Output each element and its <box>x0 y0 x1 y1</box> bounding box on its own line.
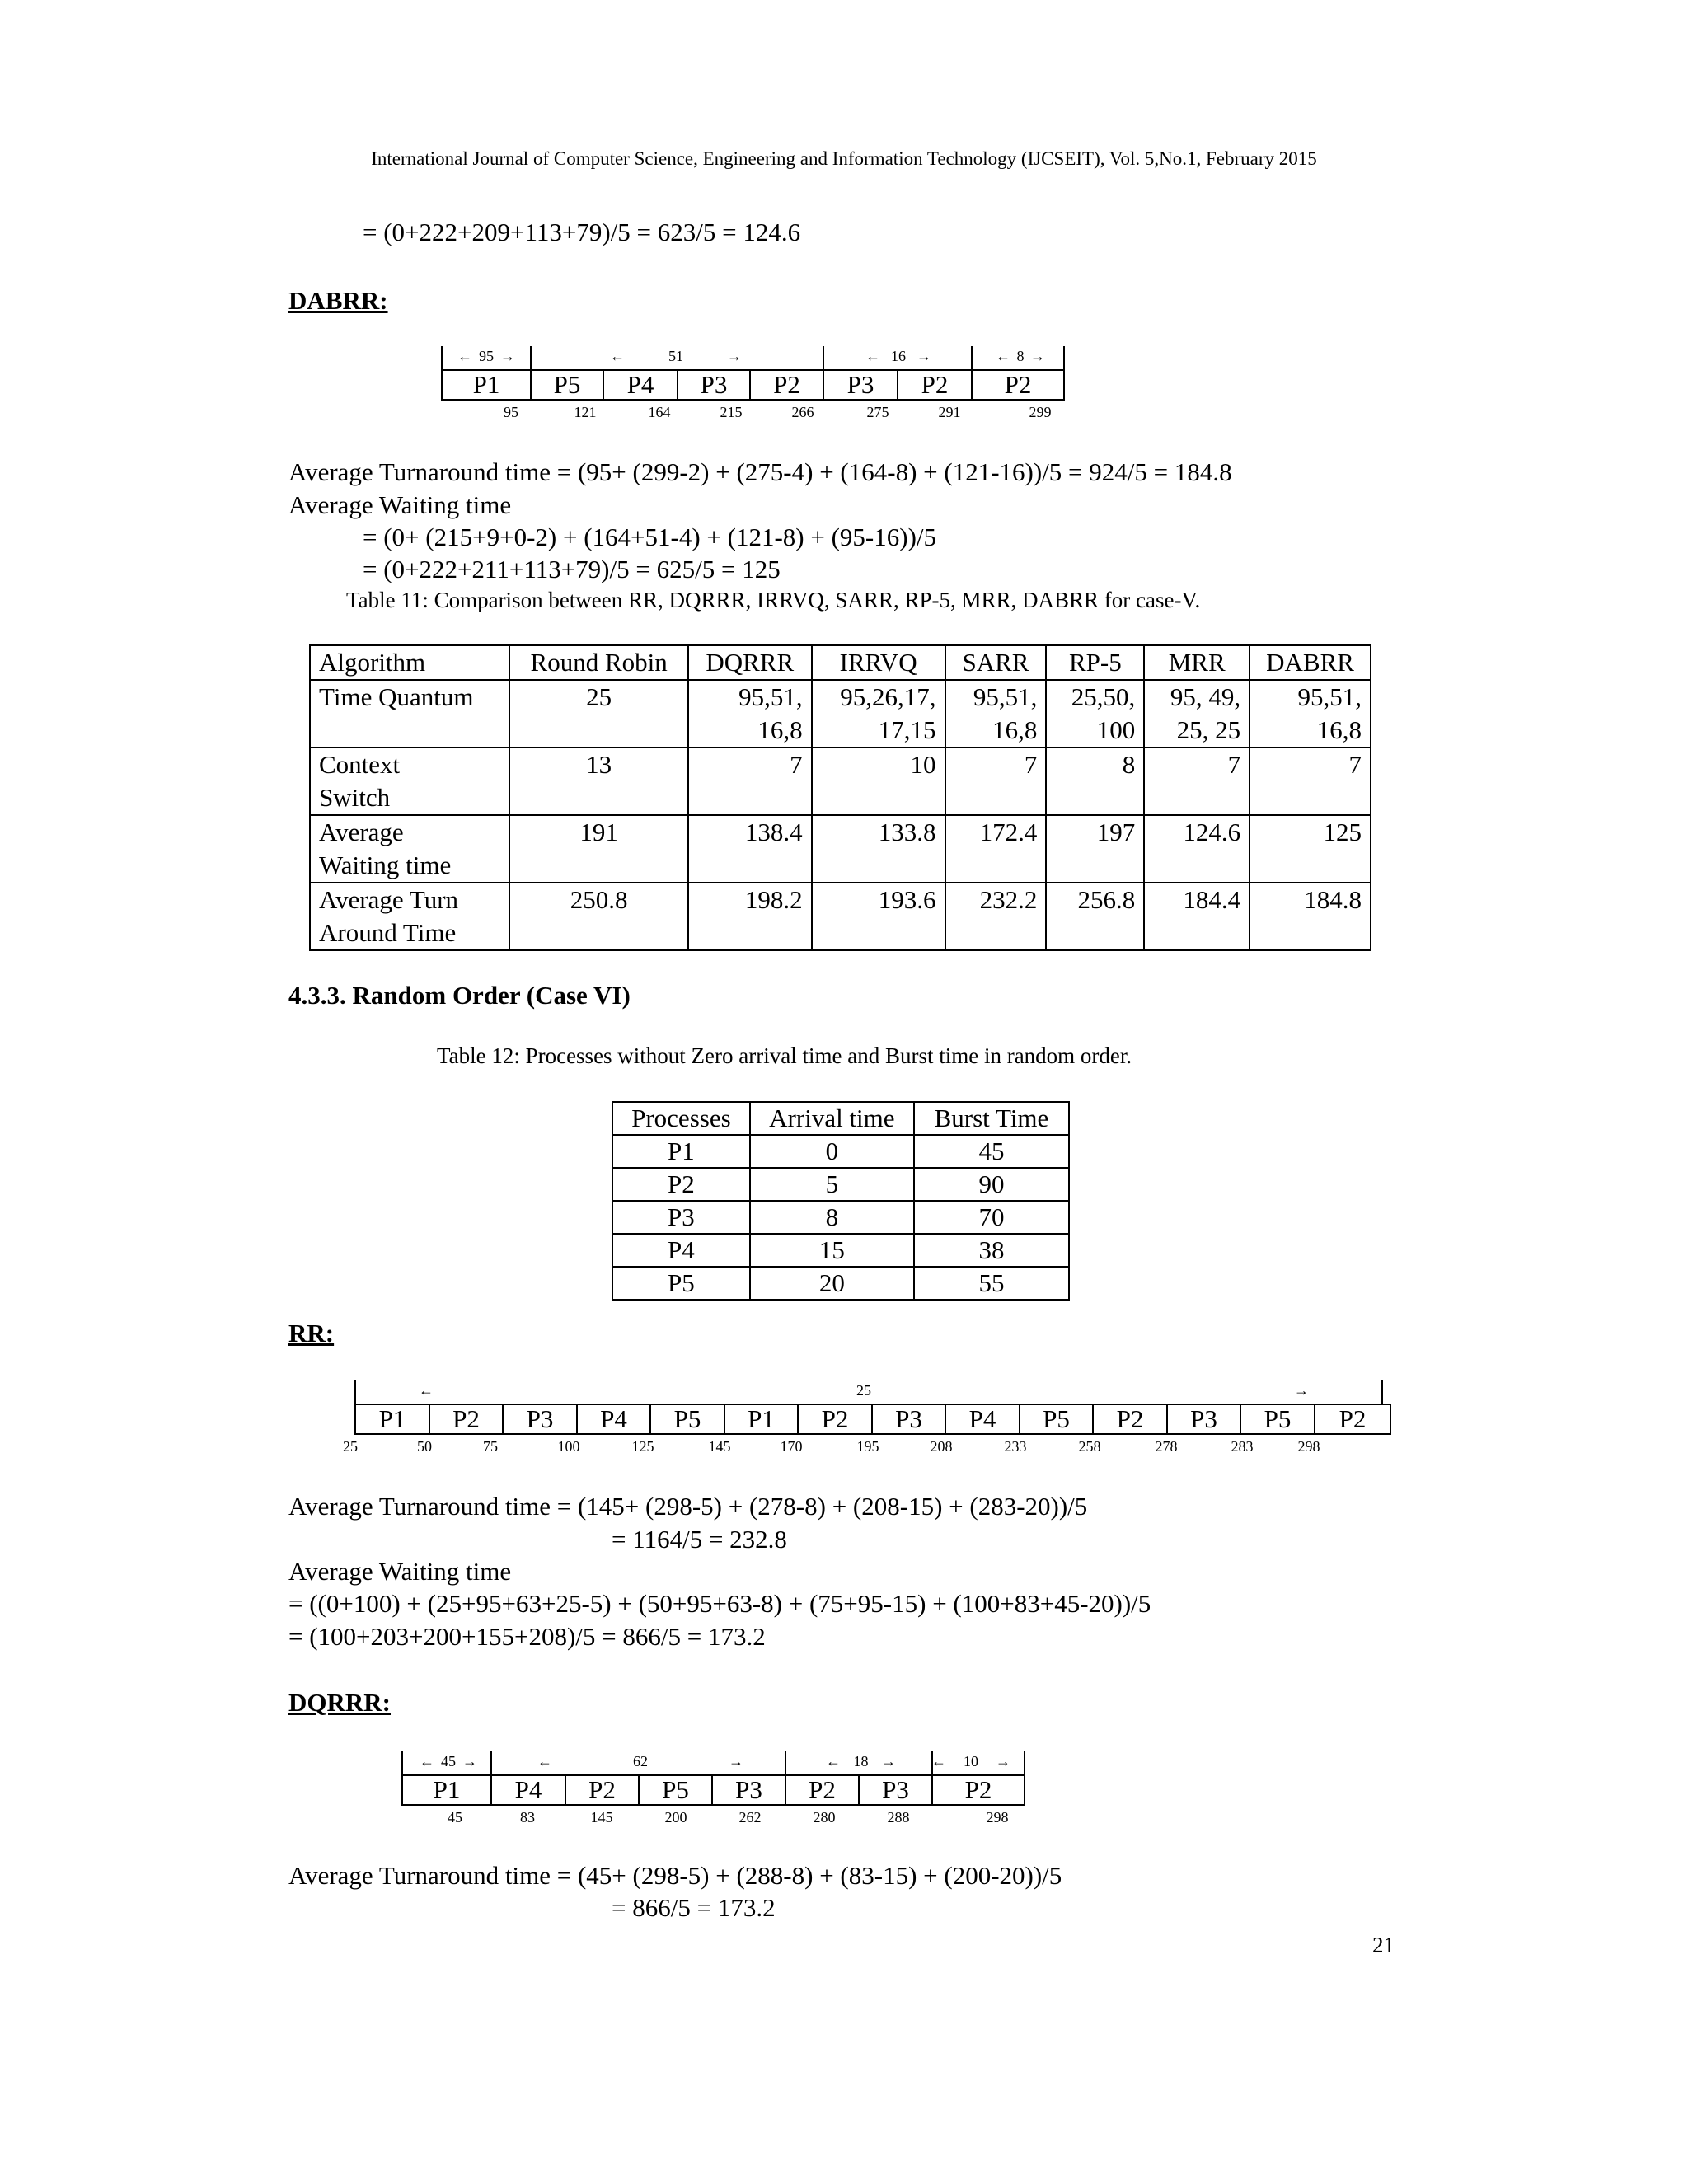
quantum-span <box>420 1753 477 1770</box>
value-cell: 7 <box>1144 748 1250 815</box>
quantum-label: 45 <box>441 1753 456 1769</box>
quantum-span <box>826 1753 896 1770</box>
quantum-label: 95 <box>479 348 494 364</box>
quantum-span <box>537 1753 743 1770</box>
dabrr-gantt-chart <box>441 346 1067 429</box>
quantum-span <box>931 1753 1010 1770</box>
quantum-label: 18 <box>853 1753 869 1769</box>
header-cell: Burst Time <box>914 1102 1069 1135</box>
time-tick: 298 <box>1297 1438 1320 1455</box>
right-arrow-icon: → <box>881 1753 896 1769</box>
left-arrow-icon: ← <box>865 348 880 364</box>
quantum-span <box>996 348 1045 365</box>
section-heading: 4.3.3. Random Order (Case VI) <box>288 981 631 1010</box>
right-arrow-icon: → <box>727 348 742 364</box>
time-tick: 275 <box>866 404 889 420</box>
time-tick: 200 <box>664 1809 687 1825</box>
left-arrow-icon: ← <box>420 1753 434 1769</box>
turnaround-equation: Average Turnaround time = (145+ (298-5) + (278-8) + (208-15) + (283-20))/5 <box>288 1492 1088 1521</box>
quantum-span <box>865 348 931 365</box>
value-cell: 25 <box>509 680 687 748</box>
dabrr-heading: DABRR: <box>288 286 388 315</box>
table-row <box>612 1168 1069 1201</box>
time-tick: 278 <box>1155 1438 1178 1455</box>
gantt-cell: P2 <box>799 1405 873 1433</box>
value-cell: 95,51, 16,8 <box>688 680 812 748</box>
value-cell: 232.2 <box>945 883 1047 950</box>
gantt-divider <box>785 1751 786 1776</box>
gantt-divider <box>1063 346 1065 371</box>
quantum-span <box>610 348 742 365</box>
time-tick: 145 <box>708 1438 731 1455</box>
gantt-cell: P2 <box>933 1776 1025 1804</box>
value-cell: 13 <box>509 748 687 815</box>
dqrrr-heading: DQRRR: <box>288 1688 391 1717</box>
value-cell: 8 <box>1046 748 1144 815</box>
gantt-divider <box>490 1751 492 1776</box>
time-tick: 45 <box>448 1809 462 1825</box>
value-cell: 5 <box>750 1168 914 1201</box>
gantt-cell: P2 <box>786 1776 860 1804</box>
value-cell: 7 <box>688 748 812 815</box>
value-cell: 70 <box>914 1201 1069 1234</box>
value-cell: 193.6 <box>812 883 945 950</box>
value-cell: 95,26,17, 17,15 <box>812 680 945 748</box>
value-cell: 10 <box>812 748 945 815</box>
header-cell: DQRRR <box>688 645 812 680</box>
time-tick: 288 <box>887 1809 910 1825</box>
row-label-cell: Time Quantum <box>310 680 509 748</box>
gantt-cell: P3 <box>504 1405 578 1433</box>
gantt-cell: P4 <box>492 1776 566 1804</box>
header-cell: Round Robin <box>509 645 687 680</box>
row-label-cell: Average Turn Around Time <box>310 883 509 950</box>
value-cell: 172.4 <box>945 815 1047 883</box>
time-tick: 258 <box>1078 1438 1101 1455</box>
value-cell: 20 <box>750 1267 914 1300</box>
table-row <box>310 748 1371 815</box>
value-cell: 133.8 <box>812 815 945 883</box>
gantt-cell: P3 <box>713 1776 786 1804</box>
left-arrow-icon: ← <box>457 348 472 364</box>
time-tick: 145 <box>590 1809 613 1825</box>
quantum-label: 62 <box>633 1753 648 1769</box>
gantt-cell: P2 <box>751 371 824 399</box>
value-cell: 55 <box>914 1267 1069 1300</box>
value-cell: 198.2 <box>688 883 812 950</box>
waiting-label: Average Waiting time <box>288 490 512 519</box>
value-cell: 7 <box>1250 748 1371 815</box>
time-tick: 266 <box>791 404 814 420</box>
gantt-cell: P2 <box>566 1776 640 1804</box>
turnaround-equation: Average Turnaround time = (45+ (298-5) + (288-8) + (83-15) + (200-20))/5 <box>288 1861 1062 1890</box>
time-tick: 121 <box>574 404 597 420</box>
header-cell: Arrival time <box>750 1102 914 1135</box>
value-cell: 95, 49, 25, 25 <box>1144 680 1250 748</box>
gantt-cell: P3 <box>860 1776 933 1804</box>
left-arrow-icon: ← <box>931 1753 946 1769</box>
table-row <box>612 1201 1069 1234</box>
value-cell: 191 <box>509 815 687 883</box>
row-label-cell: Average Waiting time <box>310 815 509 883</box>
time-tick: 215 <box>720 404 743 420</box>
table-header-row <box>612 1102 1069 1135</box>
header-cell: RP-5 <box>1046 645 1144 680</box>
time-tick: 164 <box>648 404 671 420</box>
time-tick: 95 <box>504 404 518 420</box>
time-tick: 280 <box>813 1809 836 1825</box>
value-cell: 45 <box>914 1135 1069 1168</box>
gantt-divider <box>1381 1380 1383 1405</box>
quantum-span <box>419 1382 1309 1399</box>
gantt-divider <box>441 346 443 371</box>
gantt-divider <box>823 346 824 371</box>
time-tick: 299 <box>1029 404 1052 420</box>
page-number: 21 <box>1372 1933 1395 1957</box>
time-tick: 170 <box>780 1438 803 1455</box>
value-cell: 184.4 <box>1144 883 1250 950</box>
time-tick: 125 <box>631 1438 654 1455</box>
value-cell: 38 <box>914 1234 1069 1267</box>
gantt-divider <box>354 1380 356 1405</box>
time-tick: 233 <box>1004 1438 1027 1455</box>
value-cell: 90 <box>914 1168 1069 1201</box>
right-arrow-icon: → <box>462 1753 477 1769</box>
rr-gantt-chart <box>313 1380 1385 1463</box>
value-cell: P4 <box>612 1234 750 1267</box>
time-tick: 83 <box>520 1809 535 1825</box>
gantt-cell: P2 <box>973 371 1065 399</box>
value-cell: 138.4 <box>688 815 812 883</box>
left-arrow-icon: ← <box>537 1753 552 1769</box>
header-cell: Algorithm <box>310 645 509 680</box>
quantum-label: 10 <box>964 1753 978 1769</box>
right-arrow-icon: → <box>1030 348 1045 364</box>
process-table <box>612 1101 1070 1301</box>
table-row <box>310 883 1371 950</box>
value-cell: 256.8 <box>1046 883 1144 950</box>
comparison-table <box>309 644 1372 951</box>
gantt-boxes <box>441 369 1065 401</box>
time-tick: 25 <box>343 1438 358 1455</box>
right-arrow-icon: → <box>1294 1382 1309 1399</box>
value-cell: 124.6 <box>1144 815 1250 883</box>
gantt-boxes <box>401 1774 1025 1806</box>
value-cell: 8 <box>750 1201 914 1234</box>
right-arrow-icon: → <box>996 1753 1010 1769</box>
gantt-cell: P1 <box>403 1776 492 1804</box>
gantt-cell: P3 <box>873 1405 946 1433</box>
table-row <box>310 815 1371 883</box>
quantum-label: 16 <box>891 348 906 364</box>
gantt-cell: P1 <box>725 1405 799 1433</box>
value-cell: 95,51, 16,8 <box>1250 680 1371 748</box>
gantt-divider <box>401 1751 403 1776</box>
right-arrow-icon: → <box>917 348 931 364</box>
gantt-boxes <box>354 1404 1391 1435</box>
dqrrr-gantt-chart <box>401 1751 1028 1834</box>
waiting-label: Average Waiting time <box>288 1557 512 1586</box>
gantt-cell: P2 <box>898 371 973 399</box>
gantt-cell: P5 <box>651 1405 725 1433</box>
time-tick: 298 <box>986 1809 1009 1825</box>
value-cell: P1 <box>612 1135 750 1168</box>
table-row <box>310 680 1371 748</box>
time-tick: 208 <box>930 1438 953 1455</box>
gantt-cell: P1 <box>443 371 532 399</box>
turnaround-equation: Average Turnaround time = (95+ (299-2) + (275-4) + (164-8) + (121-16))/5 = 924/5 = 184.8 <box>288 457 1232 486</box>
gantt-cell: P2 <box>430 1405 504 1433</box>
quantum-label: 51 <box>668 348 683 364</box>
header-cell: SARR <box>945 645 1047 680</box>
quantum-label: 25 <box>856 1382 871 1399</box>
waiting-equation: = ((0+100) + (25+95+63+25-5) + (50+95+63-8) + (75+95-15) + (100+83+45-20))/5 <box>288 1589 1151 1618</box>
gantt-cell: P5 <box>640 1776 713 1804</box>
rr-heading: RR: <box>288 1319 335 1347</box>
time-tick: 50 <box>417 1438 432 1455</box>
table-12-caption: Table 12: Processes without Zero arrival time and Burst time in random order. <box>437 1043 1132 1068</box>
time-tick: 291 <box>938 404 961 420</box>
gantt-cell: P3 <box>824 371 898 399</box>
value-cell: 250.8 <box>509 883 687 950</box>
turnaround-result: = 866/5 = 173.2 <box>612 1893 776 1922</box>
header-cell: DABRR <box>1250 645 1371 680</box>
value-cell: 0 <box>750 1135 914 1168</box>
gantt-divider <box>1024 1751 1025 1776</box>
value-cell: P5 <box>612 1267 750 1300</box>
waiting-equation: = (0+ (215+9+0-2) + (164+51-4) + (121-8) + (95-16))/5 <box>363 523 937 551</box>
left-arrow-icon: ← <box>419 1382 434 1399</box>
gantt-cell: P4 <box>604 371 678 399</box>
right-arrow-icon: → <box>500 348 515 364</box>
gantt-cell: P5 <box>1241 1405 1315 1433</box>
gantt-cell: P5 <box>532 371 604 399</box>
gantt-cell: P4 <box>578 1405 651 1433</box>
header-cell: Processes <box>612 1102 750 1135</box>
time-tick: 75 <box>483 1438 498 1455</box>
table-row <box>612 1135 1069 1168</box>
waiting-result: = (0+222+211+113+79)/5 = 625/5 = 125 <box>363 555 781 583</box>
value-cell: 15 <box>750 1234 914 1267</box>
header-cell: MRR <box>1144 645 1250 680</box>
value-cell: P3 <box>612 1201 750 1234</box>
gantt-cell: P2 <box>1315 1405 1391 1433</box>
gantt-divider <box>971 346 973 371</box>
time-tick: 283 <box>1231 1438 1254 1455</box>
table-row <box>612 1234 1069 1267</box>
gantt-cell: P5 <box>1020 1405 1094 1433</box>
value-cell: 25,50, 100 <box>1046 680 1144 748</box>
table-11-caption: Table 11: Comparison between RR, DQRRR, IRRVQ, SARR, RP-5, MRR, DABRR for case-V. <box>346 588 1201 612</box>
gantt-cell: P3 <box>1168 1405 1241 1433</box>
left-arrow-icon: ← <box>826 1753 841 1769</box>
value-cell: 95,51, 16,8 <box>945 680 1047 748</box>
gantt-cell: P1 <box>356 1405 430 1433</box>
right-arrow-icon: → <box>729 1753 743 1769</box>
table-header-row <box>310 645 1371 680</box>
header-cell: IRRVQ <box>812 645 945 680</box>
time-tick: 100 <box>557 1438 580 1455</box>
time-tick: 195 <box>856 1438 879 1455</box>
quantum-label: 8 <box>1016 348 1025 364</box>
quantum-span <box>457 348 515 365</box>
equation-line: = (0+222+209+113+79)/5 = 623/5 = 124.6 <box>363 218 801 246</box>
row-label-cell: Context Switch <box>310 748 509 815</box>
gantt-cell: P2 <box>1094 1405 1168 1433</box>
time-tick: 262 <box>738 1809 762 1825</box>
value-cell: 197 <box>1046 815 1144 883</box>
gantt-divider <box>530 346 532 371</box>
gantt-cell: P3 <box>678 371 751 399</box>
left-arrow-icon: ← <box>996 348 1010 364</box>
value-cell: P2 <box>612 1168 750 1201</box>
value-cell: 125 <box>1250 815 1371 883</box>
waiting-result: = (100+203+200+155+208)/5 = 866/5 = 173.2 <box>288 1622 766 1651</box>
left-arrow-icon: ← <box>610 348 625 364</box>
gantt-cell: P4 <box>946 1405 1020 1433</box>
turnaround-result: = 1164/5 = 232.8 <box>612 1525 787 1554</box>
table-row <box>612 1267 1069 1300</box>
running-header: International Journal of Computer Science, Engineering and Information Technology (IJCSEIT), Vol. 5,No.1, February 2015 <box>371 148 1317 169</box>
value-cell: 7 <box>945 748 1047 815</box>
value-cell: 184.8 <box>1250 883 1371 950</box>
